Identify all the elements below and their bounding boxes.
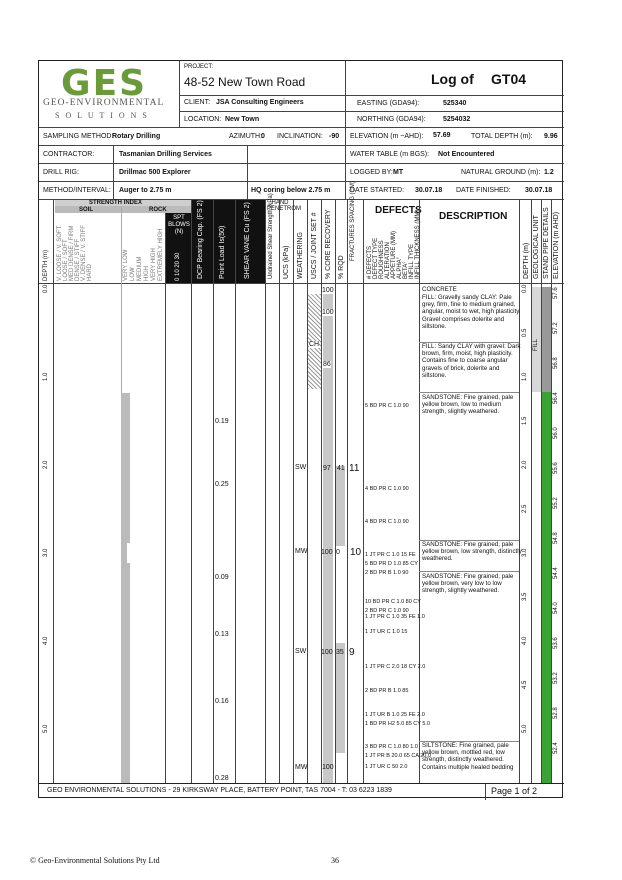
- elevation-value: 57.69: [433, 132, 451, 139]
- weathering-1: SW: [295, 464, 307, 471]
- uscs-col-header: USCS / JOINT SET #: [311, 212, 318, 279]
- elevation-label: ELEVATION (m ~AHD):: [350, 133, 424, 140]
- contractor-label: CONTRACTOR:: [43, 151, 95, 158]
- copyright-text: © Geo-Environmental Solutions Pty Ltd: [30, 856, 160, 865]
- defect-row: 2 BD PR B 1.0 90: [365, 570, 409, 576]
- frac-6: 9: [349, 647, 355, 658]
- rock-col-vhigh: VERY HIGH: [151, 248, 157, 281]
- defect-row: 2 BD PR B 1.0 85: [365, 688, 409, 694]
- total-depth-label: TOTAL DEPTH (m):: [471, 133, 533, 140]
- spt-label: SPT BLOWS (N): [168, 215, 190, 235]
- frac-5: 10: [350, 547, 362, 558]
- water-value: Not Encountered: [438, 151, 495, 158]
- rdepth-1: 0.5: [522, 328, 528, 337]
- rig-label: DRILL RIG:: [43, 169, 79, 176]
- rdepth-9: 4.5: [522, 680, 528, 689]
- point-load-2: 0.25: [215, 481, 229, 488]
- elev-1: 57.2: [553, 322, 559, 334]
- frac-4: 11: [349, 463, 360, 474]
- sheet-footer: [39, 783, 564, 800]
- rqd-bar-2: [336, 643, 345, 753]
- client-value: JSA Consulting Engineers: [216, 99, 304, 106]
- inclination-label: INCLINATION:: [277, 133, 323, 140]
- undrained-col-header: Undrained Shear Strength (kPa): [268, 193, 274, 279]
- standpipe-screen: [542, 392, 551, 783]
- rdepth-5: 2.5: [522, 504, 528, 513]
- desc-sandstone-3: SANDSTONE: Fine grained, pale yellow brown, very low to low strength, slightly weathered.: [422, 573, 514, 595]
- weathering-3: SW: [295, 648, 307, 655]
- core-rec-3: 86: [323, 361, 331, 368]
- project-name: 48-52 New Town Road: [184, 75, 306, 89]
- elev-6: 55.2: [553, 497, 559, 509]
- soil-col-dense: DENSE / STIFF: [75, 238, 81, 281]
- weathering-4: MW: [295, 764, 308, 771]
- soil-col-vloose: V. LOOSE / V. SOFT: [57, 225, 63, 281]
- defect-row: 5 BD PR C 1.0 90: [365, 403, 409, 409]
- defect-row: 1 JT PR C 1.0 15 FE: [365, 552, 416, 558]
- point-load-1: 0.19: [215, 418, 229, 425]
- defect-col-aperture: APPETURE (MM): [391, 231, 397, 279]
- finished-value: 30.07.18: [525, 187, 553, 194]
- soil-col-vdense: V. DENSE / V. STIFF: [81, 225, 87, 281]
- core-recovery-col-header: % CORE RECOVERY: [325, 209, 332, 279]
- rdepth-2: 1.0: [522, 372, 528, 381]
- rig-value: Drillmac 500 Explorer: [119, 169, 191, 176]
- hand-pen-header: HAND PENETROM: [267, 200, 302, 212]
- core-rec-1: 100: [322, 287, 334, 294]
- soil-col-med: MED DENSE / FIRM: [69, 225, 75, 281]
- soil-col-loose: LOOSE / SOFT: [63, 239, 69, 281]
- logo-letter-g: G: [61, 63, 93, 104]
- elev-0: 57.6: [553, 287, 559, 299]
- defect-row: 1 BD PR H2 5.0 85 CY 5.0: [365, 721, 431, 727]
- defect-row: 3 BD PR C 1.0 80 1.0: [365, 744, 418, 750]
- defects-header: DEFECTS: [375, 205, 422, 216]
- footer-company: GEO ENVIRONMENTAL SOLUTIONS - 29 KIRKSWAY PLACE, BATTERY POINT, TAS 7004 - T: 03 6223 1839: [47, 787, 392, 794]
- sampling-label: SAMPLING METHOD:: [43, 133, 114, 140]
- elev-3: 56.4: [553, 392, 559, 404]
- uscs-ch: CH: [309, 341, 320, 348]
- soil-label: SOIL: [79, 207, 94, 213]
- defect-col-alteration: ALTERATION: [385, 242, 391, 279]
- log-id: GT04: [491, 71, 527, 87]
- inclination-value: -90: [329, 133, 340, 140]
- defect-row: 4 BD PR C 1.0 90: [365, 519, 409, 525]
- depth-col-header: DEPTH (m): [43, 250, 49, 281]
- northing-label: NORTHING (GDA94):: [357, 116, 426, 123]
- rqd-4: 41: [337, 465, 345, 472]
- defect-col-infill: INFILL TYPE: [409, 243, 415, 279]
- description-header: DESCRIPTION: [439, 211, 508, 222]
- elev-4: 56.0: [553, 427, 559, 439]
- geological-unit-col-header: GEOLOGICAL UNIT: [533, 215, 540, 279]
- elev-5: 55.6: [553, 462, 559, 474]
- desc-siltstone: SILTSTONE: Fine grained, pale yellow brown, mottled red, low strength, distinctly weathered. Contains multiple healed bedding: [422, 742, 514, 771]
- defect-row: 1 JT UR C 50 2.0: [365, 764, 408, 770]
- elev-2: 56.8: [553, 357, 559, 369]
- rock-col-high: HIGH: [144, 266, 150, 281]
- right-depth-col-header: DEPTH (m): [523, 242, 530, 279]
- desc-fill-2: FILL: Sandy CLAY with gravel: Dark brown, firm, moist, high plasticity. Contains fine to coarse angular gravels of brick, dolerite and siltstone.: [422, 343, 521, 379]
- rqd-6: 35: [336, 649, 344, 656]
- elev-7: 54.8: [553, 532, 559, 544]
- page-number: 36: [331, 856, 339, 865]
- rock-col-medium: MEDIUM: [137, 256, 143, 281]
- started-value: 30.07.18: [415, 187, 443, 194]
- log-label: Log of: [431, 71, 474, 87]
- logo-line1: GEO-ENVIRONMENTAL: [43, 98, 165, 108]
- footer-page: Page 1 of 2: [491, 786, 538, 796]
- point-load-5: 0.16: [215, 698, 229, 705]
- rdepth-8: 4.0: [522, 636, 528, 645]
- stand-pipe-col-header: STAND PIPE DETAILS: [543, 207, 550, 279]
- core-rec-6: 100: [321, 649, 333, 656]
- company-logo: [39, 61, 179, 121]
- rqd-bar-1: [336, 466, 345, 546]
- defect-row: 1 JT UR C 1.0 15: [365, 629, 408, 635]
- rock-col-vlow: VERY LOW: [123, 249, 129, 281]
- elev-11: 53.2: [553, 672, 559, 684]
- desc-sandstone-2: SANDSTONE: Fine grained, pale yellow brown, low strength, distinctly weathered.: [422, 541, 522, 563]
- project-label: PROJECT:: [184, 64, 214, 70]
- defect-row: 10 BD PR C 1.0 80 CY: [365, 599, 421, 605]
- dcp-col-header: DCP Bearing Cap. (FS 2): [197, 200, 204, 279]
- depth-tick-3: 3.0: [43, 548, 49, 557]
- logged-value: MT: [393, 169, 404, 176]
- elevation-col-header: ELEVATION (m AHD): [553, 211, 560, 279]
- rock-label: ROCK: [149, 207, 167, 213]
- azimuth-label: AZIMUTH:: [229, 133, 263, 140]
- rqd-5: 0: [336, 549, 340, 556]
- strength-bar-1: [121, 393, 130, 543]
- method-value: Auger to 2.75 m: [119, 187, 172, 194]
- logo-letter-e: E: [92, 63, 120, 104]
- logged-label: LOGGED BY:: [350, 169, 393, 176]
- depth-tick-5: 5.0: [43, 724, 49, 733]
- strength-index-label: STRENGTH INDEX: [89, 200, 143, 206]
- natural-value: 1.2: [544, 169, 554, 176]
- rdepth-7: 3.5: [522, 592, 528, 601]
- shear-vane-col-header: SHEAR VANE Cu (FS 2): [244, 202, 251, 279]
- elev-12: 52.8: [553, 707, 559, 719]
- started-label: DATE STARTED:: [350, 187, 405, 194]
- core-rec-7: 100: [322, 764, 334, 771]
- location-label: LOCATION:: [184, 116, 222, 123]
- core-rec-4: 97: [323, 465, 331, 472]
- defect-row: 5 BD PR D 1.0 85 CY: [365, 561, 418, 567]
- defect-col-infill-thickness: INFILL THICKNESS (MM): [415, 209, 421, 279]
- method-value-2: HQ coring below 2.75 m: [251, 187, 331, 194]
- contractor-value: Tasmanian Drilling Services: [119, 151, 212, 158]
- rock-col-ehigh: EXTREMELY HIGH: [158, 228, 164, 281]
- natural-label: NATURAL GROUND (m):: [461, 169, 541, 176]
- defect-row: 1 JT PR C 1.0 35 FE 1.0: [365, 614, 425, 620]
- easting-value: 525340: [443, 100, 467, 107]
- rock-col-low: LOW: [130, 267, 136, 281]
- geo-unit-fill-label: FILL: [533, 338, 539, 351]
- easting-label: EASTING (GDA94):: [357, 100, 420, 107]
- method-label: METHOD/INTERVAL:: [43, 187, 111, 194]
- borehole-log-sheet: [38, 60, 563, 798]
- depth-tick-4: 4.0: [43, 636, 49, 645]
- point-load-3: 0.09: [215, 574, 229, 581]
- elev-13: 52.4: [553, 742, 559, 754]
- defect-col-alpha: ALPHA°: [397, 256, 403, 279]
- total-depth-value: 9.96: [544, 133, 558, 140]
- weathering-col-header: WEATHERING: [297, 232, 304, 279]
- core-rec-5: 100: [321, 549, 333, 556]
- sampling-value: Rotary Drilling: [112, 133, 161, 140]
- strength-bar-3: [121, 563, 130, 783]
- finished-label: DATE FINISHED:: [456, 187, 511, 194]
- defect-row: 1 JT PR C 2.0 18 CY 2.0: [365, 664, 426, 670]
- spt-ticks: 0 10 20 30: [175, 252, 181, 281]
- core-rec-2: 100: [322, 309, 334, 316]
- rdepth-0: 0.0: [522, 284, 528, 293]
- depth-tick-0: 0.0: [43, 284, 49, 293]
- ucs-col-header: UCS (kPa): [283, 245, 290, 279]
- client-label: CLIENT:: [184, 99, 211, 106]
- desc-sandstone-1: SANDSTONE: Fine grained, pale yellow brown, low to medium strength, slightly weathered.: [422, 394, 514, 416]
- point-load-col-header: Point Load Is(50): [219, 225, 226, 279]
- water-label: WATER TABLE (m BGS):: [350, 151, 430, 158]
- defect-row: 1 JT UR B 1.0 25 FE 2.0: [365, 712, 425, 718]
- rdepth-4: 2.0: [522, 460, 528, 469]
- defect-col-roughness: ROUGHNESS: [379, 240, 385, 279]
- standpipe-top: [542, 287, 551, 392]
- location-value: New Town: [225, 116, 260, 123]
- fractures-col-header: FRACTURES SPACING (CM): [350, 181, 356, 261]
- defect-row: 4 BD PR C 1.0 90: [365, 486, 409, 492]
- point-load-4: 0.13: [215, 631, 229, 638]
- depth-tick-2: 2.0: [43, 460, 49, 469]
- defect-col-beta: BETA°: [403, 261, 409, 279]
- rqd-col-header: % RQD: [338, 255, 345, 279]
- strength-bar-2: [121, 543, 127, 563]
- depth-tick-1: 1.0: [43, 372, 49, 381]
- elev-10: 53.6: [553, 637, 559, 649]
- elev-9: 54.0: [553, 602, 559, 614]
- soil-col-hard: HARD: [87, 263, 93, 281]
- azimuth-value: 0: [261, 133, 265, 140]
- logo-letter-s: S: [119, 63, 148, 104]
- point-load-6: 0.28: [215, 775, 229, 782]
- rdepth-6: 3.0: [522, 548, 528, 557]
- desc-fill-1: FILL: Gravelly sandy CLAY: Pale grey, firm, fine to medium grained, angular, moist to wet, high plasticity. Gravel comprises dolerite and siltstone.: [422, 294, 521, 330]
- weathering-2: MW: [295, 548, 308, 555]
- rdepth-3: 1.5: [522, 416, 528, 425]
- rdepth-10: 5.0: [522, 724, 528, 733]
- defect-col-type: DEFECT TYPE: [373, 237, 379, 279]
- defect-col-count: # DEFECTS: [367, 245, 373, 279]
- defect-row: 1 JT PR B 20.0 65 CA 20.0: [365, 753, 431, 759]
- logo-line2: S O L U T I O N S: [55, 111, 149, 120]
- elev-8: 54.4: [553, 567, 559, 579]
- defect-row: 2 BD PR C 1.0 90: [365, 608, 409, 614]
- northing-value: 5254032: [443, 116, 471, 123]
- desc-concrete: CONCRETE: [422, 286, 457, 293]
